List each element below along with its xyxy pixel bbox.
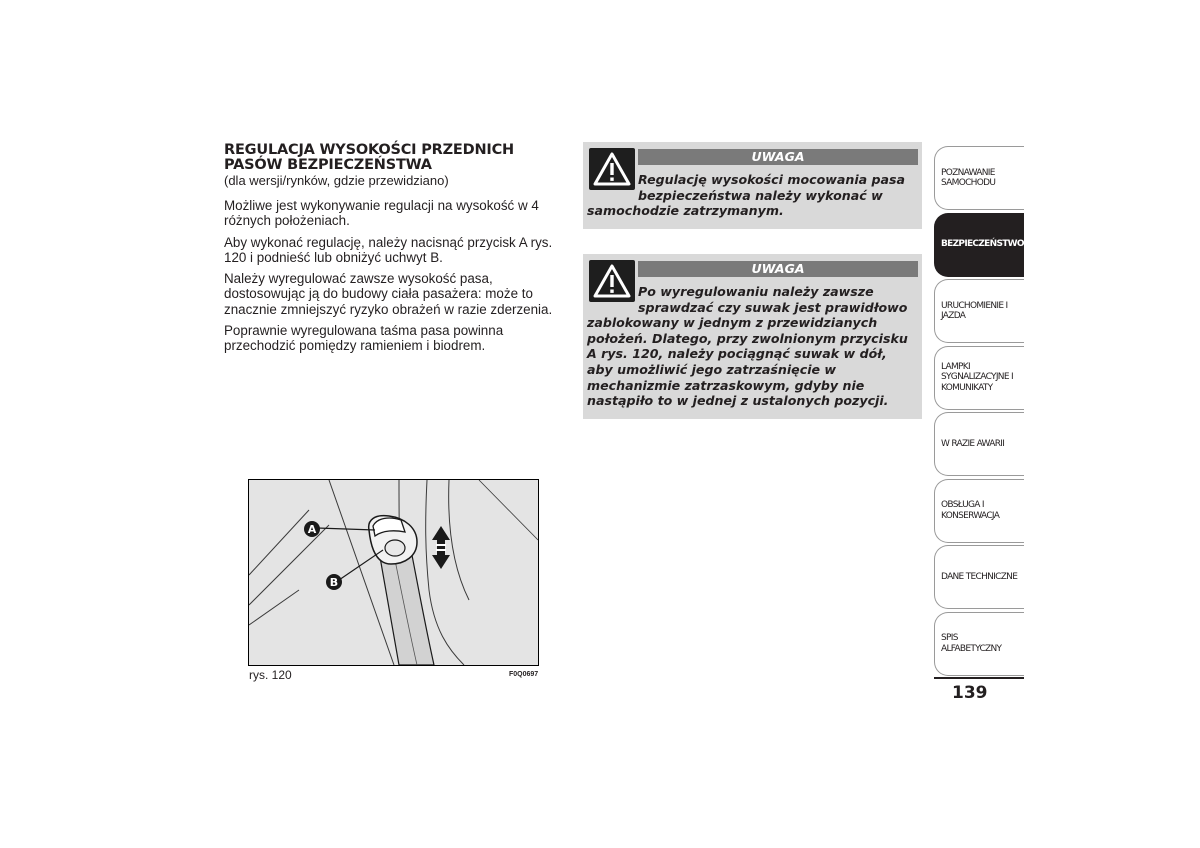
warning-text [587, 172, 914, 219]
tab-dane-techniczne[interactable]: DANE TECHNICZNE [934, 545, 1024, 609]
paragraph-positions: Możliwe jest wykonywanie regulacji na wysokość w 4 różnych położeniach. [224, 198, 539, 229]
tab-divider [934, 677, 1024, 679]
paragraph-body-fit: Należy wyregulować zawsze wysokość pasa, dostosowując ją do budowy ciała pasażera: może to znacznie zmniejszyć ryzyko obrażeń w razie zderzenia. [224, 271, 553, 317]
seatbelt-illustration [249, 480, 538, 665]
left-column [224, 143, 569, 360]
warning-text [587, 284, 914, 409]
tab-spis-alfabetyczny[interactable]: SPIS ALFABETYCZNY [934, 612, 1024, 676]
warning-text-rest: zablokowany w jednym z przewidzianych położeń. Dlatego, przy zwolnionym przycisku A rys. 120, należy pociągnąć suwak w dół, aby umożliwić jego zatrzaśnięcie w mechanizmie zatrzaskowym, gdyby nie nastąpiło to w jednej z ustalonych pozycji. [587, 315, 908, 409]
warning-box-1 [583, 142, 922, 229]
paragraph-correct-position: Poprawnie wyregulowana taśma pasa powinna przechodzić pomiędzy ramieniem i biodrem. [224, 323, 504, 354]
tab-poznawanie-samochodu[interactable]: POZNAWANIE SAMOCHODU [934, 146, 1024, 210]
section-subtitle: (dla wersji/rynków, gdzie przewidziano) [224, 173, 449, 188]
warning-box-2 [583, 254, 922, 419]
warning-text-indented: Regulację wysokości mocowania pasa bezpieczeństwa należy wykonać w [638, 172, 906, 203]
paragraph-how-to-adjust: Aby wykonać regulację, należy nacisnąć przycisk A rys. 120 i podnieść lub obniżyć uchwyt B. [224, 234, 553, 265]
figure-code: F0Q0697 [509, 671, 539, 678]
warning-text-rest: samochodzie zatrzymanym. [587, 203, 784, 219]
tab-obsluga-i-konserwacja[interactable]: OBSŁUGA I KONSERWACJA [934, 479, 1024, 543]
figure-caption: rys. 120 [249, 668, 292, 682]
tab-w-razie-awarii[interactable]: W RAZIE AWARII [934, 412, 1024, 476]
section-title-line-1: REGULACJA WYSOKOŚCI PRZEDNICH [224, 142, 514, 158]
figure-seatbelt-height-adjuster [248, 479, 539, 666]
callout-a-label: A [307, 523, 317, 536]
section-title-line-2: PASÓW BEZPIECZEŃSTWA [224, 157, 432, 173]
section-title [224, 143, 569, 173]
tab-bezpieczenstwo[interactable]: BEZPIECZEŃSTWO [934, 213, 1024, 277]
tab-lampki-sygnalizacyjne[interactable]: LAMPKI SYGNALIZACYJNE I KOMUNIKATY [934, 346, 1024, 410]
tab-uruchomienie-i-jazda[interactable]: URUCHOMIENIE I JAZDA [934, 279, 1024, 343]
warning-header: UWAGA [638, 149, 918, 165]
chapter-tabs [934, 146, 1024, 678]
warning-text-indented: Po wyregulowaniu należy zawsze sprawdzać czy suwak jest prawidłowo [638, 284, 908, 315]
warning-header: UWAGA [638, 261, 918, 277]
callout-b-label: B [329, 576, 339, 589]
page-number: 139 [952, 683, 988, 703]
